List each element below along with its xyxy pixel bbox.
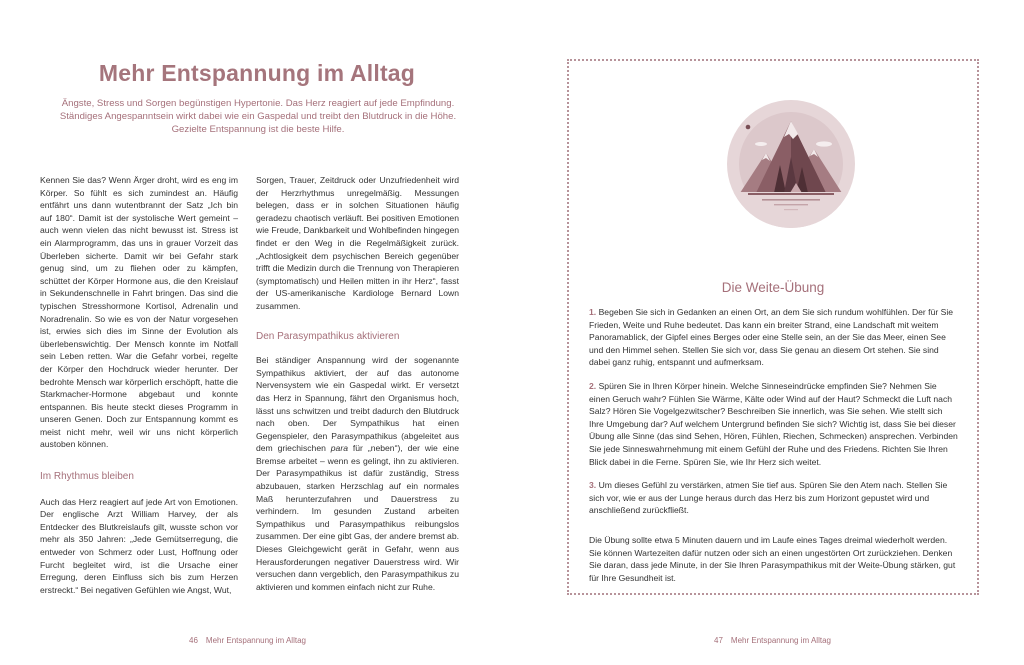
page-title: Mehr Entspannung im Alltag — [98, 60, 416, 86]
running-title: Mehr Entspannung im Alltag — [205, 636, 306, 645]
closing-paragraph: Die Übung sollte etwa 5 Minuten dauern und im Laufe eines Tages dreimal wiederholt werden. Sie können Wartezeiten dafür nutzen oder sich an einen ungestörten Ort zurückziehen. Denken Sie daran, dass jede Minute, in der Sie Ihren Parasympathikus mit der Weite-Übung stärken, gut für Ihre Gesundheit ist. — [589, 534, 956, 583]
paragraph: Kennen Sie das? Wenn Ärger droht, wird es eng im Körper. So fühlt es sich zumindest an. Häufig entfährt uns dann wutentbrannt der Satz „Ich bin auf 180“. Damit ist der systolische Wert gemeint – auch wenn vielen das nicht bewusst ist. Stress ist ein Alarmprogramm, das uns in grauer Vorzeit das Überleben sicherte. Damit wir bei Gefahr stark genug sind, um zu fliehen oder zu kämpfen, schüttet der Körper Hormone aus, die den Kreislauf in Sekundenschnelle in Fahrt bringen. Das sind die typischen Stresshormone Kortisol, Adrenalin und Noradrenalin. So wie es von der Natur vorgesehen ist, erwies sich dies im Sinne der Evolution als überlebenswichtig. Der Mensch konnte im Notfall sein Leben retten. War die Gefahr vorbei, regelte der Körper den Hochdruck wieder herunter. Der bedrohte Mensch war körperlich erschöpft, hatte die Starkmacher-Hormone abgebaut und konnte entspannen. Bis heute steckt dieses Programm in unseren Genen. Doch zur Entspannung kommt es meist nicht mehr, weil wir uns nicht körperlich austoben können. — [40, 175, 238, 450]
exercise-title: Die Weite-Übung — [721, 280, 825, 295]
section-heading-rhythmus: Im Rhythmus bleiben — [40, 471, 134, 483]
paragraph: Auch das Herz reagiert auf jede Art von Emotionen. Der englische Arzt William Harvey, der als Entdecker des Blutkreislaufs gilt, wusste schon vor mehr als 350 Jahren: „Jede Gemütserregung, die entweder von Schmerz oder Lust, Hoffnung oder Furcht begleitet wird, ist die Ursache einer Erregung, deren Einfluss sich bis zum Herzen erstreckt.“ Bei negativen Gefühlen wie Angst, Wut, — [40, 496, 238, 595]
column-2 — [256, 174, 459, 593]
footer-right — [714, 636, 831, 645]
paragraph: Sorgen, Trauer, Zeitdruck oder Unzufriedenheit wird der Herzrhythmus unregelmäßig. Messungen belegen, dass er in solchen Situationen häufig geradezu chaotisch verläuft. Bei positiven Emotionen wie Freude, Dankbarkeit und Wohlbefinden hingegen findet er den Weg in die Regelmäßigkeit zurück. „Achtlosigkeit dem psychischen Bereich gegenüber trifft die Medizin durch die Trennung von Therapieren (symptomatisch) und Heilen mitten in ihr Herz“, fasst der US-amerikanische Kardiologe Bernard Lown zusammen. — [256, 175, 459, 311]
exercise-box — [567, 59, 979, 595]
footer-left — [189, 636, 306, 645]
paragraph: Bei ständiger Anspannung wird der sogenannte Sympathikus aktiviert, der auf das autonome Nervensystem wie ein Gaspedal wirkt. Er versetzt das Herz in Spannung, fährt den Organismus hoch, lässt uns schwitzen und treibt dadurch den Blutdruck nach oben. Der Sympathikus hat einen Gegenspieler, den Parasympathikus (abgeleitet aus dem griechischen para für „neben“), der wie eine Bremse arbeitet – wenn es gelingt, ihn zu aktivieren. Der Parasympathikus ist dafür zuständig, Stress abzubauen, starken Herzschlag auf ein normales Maß herunterzufahren und Dauerstress zu verhindern. Im gesunden Zustand arbeiten Sympathikus und Parasympathikus reibungslos zusammen. Der eine gibt Gas, der andere bremst ab. Dieses Gleichgewicht gerät in Gefahr, wenn aus Herausforderungen negativer Dauerstress wird. Wir versuchen dann vergeblich, den Parasympathikus zu aktivieren und kommen einfach nicht zur Ruhe. — [256, 355, 460, 592]
step-1: 1. Begeben Sie sich in Gedanken an einen Ort, an dem Sie sich rundum wohlfühlen. Der für Sie Frieden, Weite und Ruhe bedeutet. Das kann ein breiter Strand, eine Landschaft mit weitem Panoramablick, der Gipfel eines Berges oder eine Stelle sein, an der Sie das Meer, einen See und den Himmel sehen. Stellen Sie sich vor, dass Sie genau an diesem Ort stehen. Sie sind dabei ganz ruhig, entspannt und aufmerksam. — [589, 307, 954, 368]
step-2: 2. Spüren Sie in Ihren Körper hinein. Welche Sinneseindrücke empfinden Sie? Nehmen Sie einen Geruch wahr? Fühlen Sie Wärme, Kälte oder Wind auf der Haut? Schmeckt die Luft nach Salz? Hören Sie Vogelgezwitscher? Beschreiben Sie innerlich, was Sie sehen. Wie stellt sich Ihre Umgebung dar? Auf welchem Untergrund befinden Sie sich? Wichtig ist, dass Sie bei dieser Übung alle Sinne (das sind Sehen, Hören, Fühlen, Riechen, Schmecken) ansprechen. Verbinden Sie jede Sinneswahrnehmung mit einem Gefühl der Ruhe und des Friedens. Richten Sie Ihren Blick dabei in die Ferne. Spüren Sie, wie Ihr Herz sich weitet. — [589, 380, 958, 467]
page-number: 46 — [189, 636, 198, 645]
column-1 — [40, 174, 238, 596]
mountain-landscape-icon — [726, 99, 856, 229]
page-number: 47 — [714, 636, 723, 645]
intro-text: Ängste, Stress und Sorgen begünstigen Hypertonie. Das Herz reagiert auf jede Empfindung. Ständiges Angespanntsein wirkt dabei wie ein Gaspedal und treibt den Blutdruck in die Höhe. Gezielte Entspannung ist die beste Hilfe. — [59, 98, 457, 135]
running-title: Mehr Entspannung im Alltag — [730, 636, 831, 645]
exercise-text — [589, 306, 959, 595]
step-3: 3. Um dieses Gefühl zu verstärken, atmen Sie tief aus. Spüren Sie den Atem nach. Stellen Sie sich vor, wie er aus der Lunge heraus durch das Herz bis zum Horizont gepustet wird und anschließend zurückfließt. — [589, 480, 948, 516]
section-heading-parasympathikus: Den Parasympathikus aktivieren — [256, 330, 400, 342]
